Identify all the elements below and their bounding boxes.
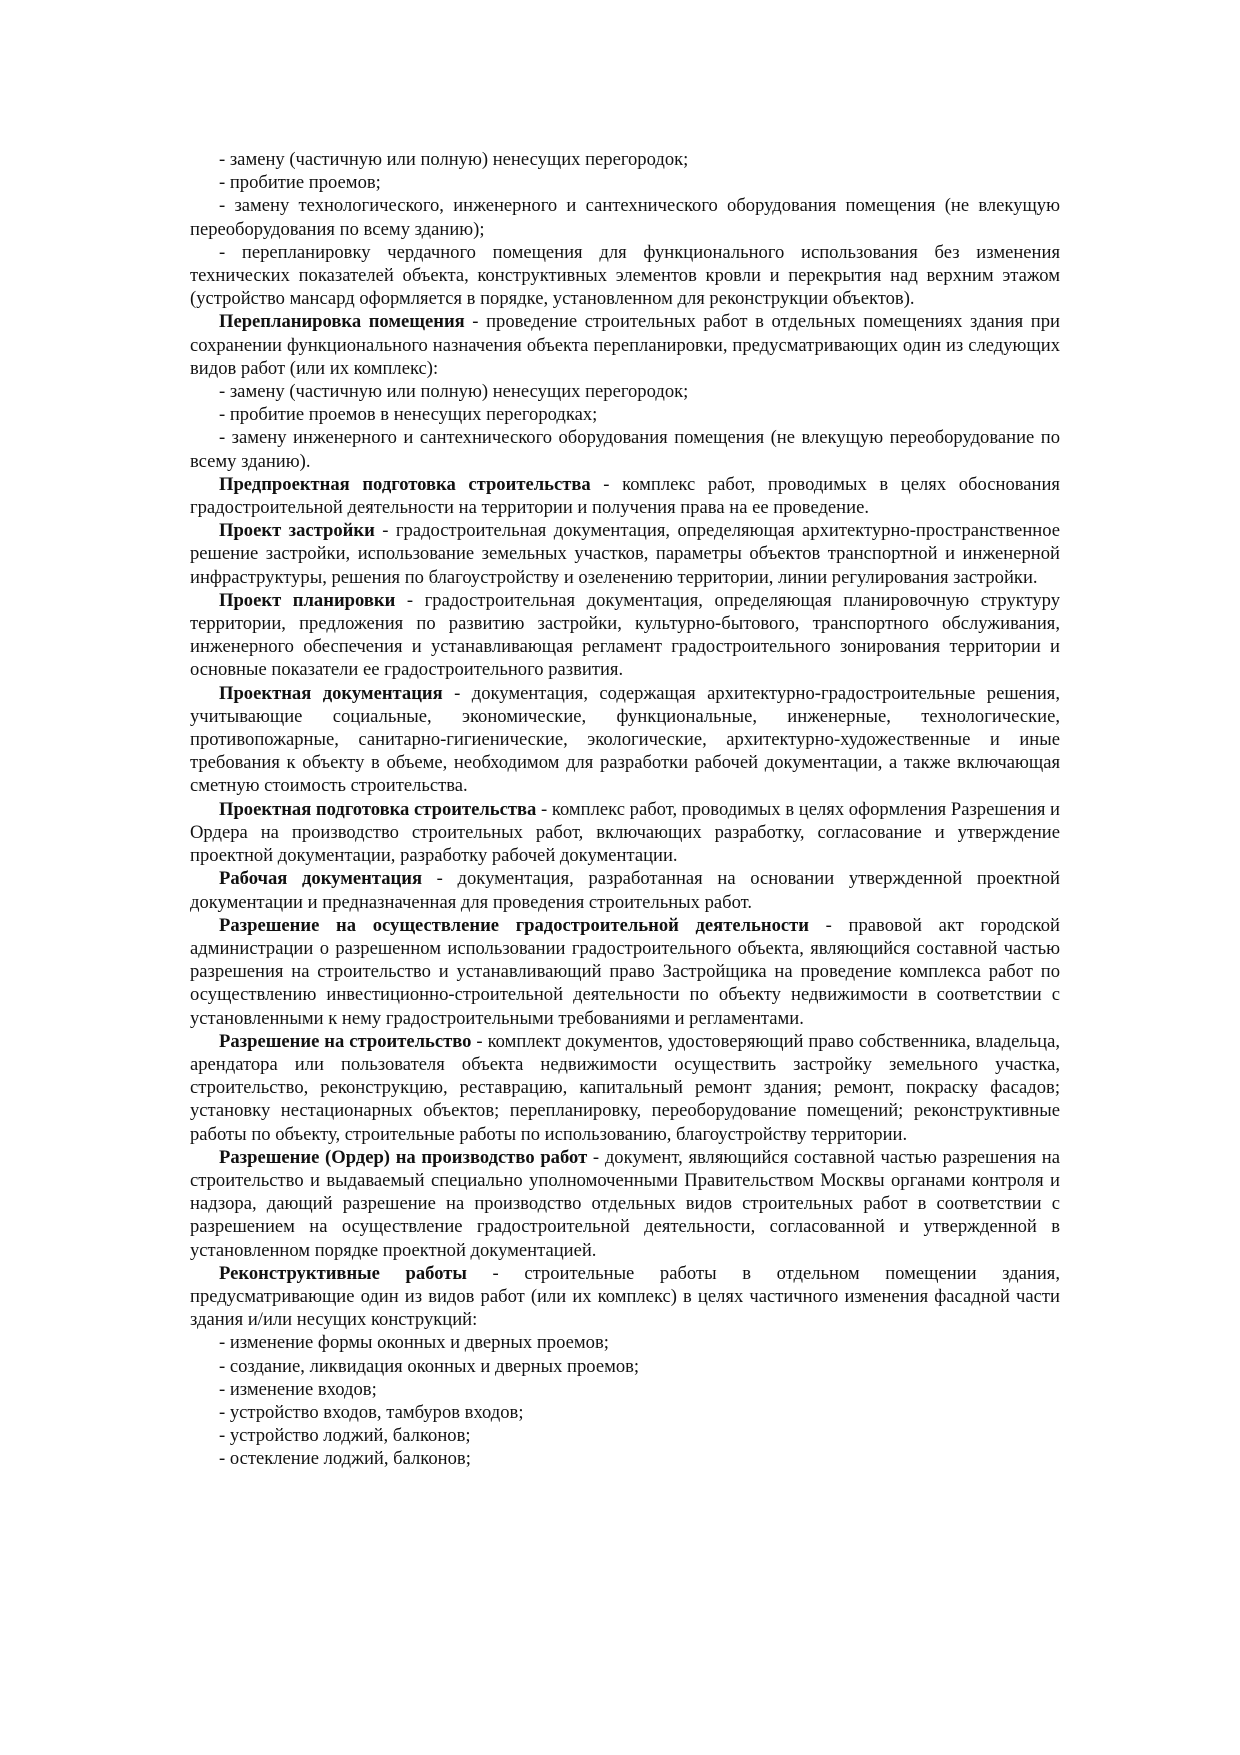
list-item <box>190 1447 1060 1470</box>
definition-paragraph <box>190 798 1060 868</box>
list-item <box>190 1378 1060 1401</box>
list-item <box>190 1331 1060 1354</box>
definition-paragraph <box>190 1030 1060 1146</box>
definition-text: - градостроительная документация, определяющая архитектурно-пространственное решение застройки, использование земельных участков, параметры объектов транспортной и инженерной инфраструктуры, решения по благоустройству и озеленению территории, линии регулирования застройки. <box>190 520 1060 588</box>
definition-paragraph <box>190 589 1060 682</box>
term: Предпроектная подготовка строительства <box>219 473 591 495</box>
term: Проект застройки <box>219 520 375 542</box>
definition-text: - замену (частичную или полную) ненесущих перегородок; <box>219 381 689 403</box>
definition-text: - градостроительная документация, определяющая планировочную структуру территории, предложения по развитию застройки, культурно-бытового, транспортного обслуживания, инженерного обеспечения и устанавливающая регламент градостроительного зонирования территории и основные показатели ее градостроительного развития. <box>190 589 1060 681</box>
list-item <box>190 194 1060 240</box>
definition-paragraph <box>190 1146 1060 1262</box>
definition-text: - комплект документов, удостоверяющий право собственника, владельца, арендатора или пользователя объекта недвижимости осуществить застройку земельного участка, строительство, реконструкцию, реставрацию, капитальный ремонт здания; ремонт, покраску фасадов; установку нестационарных объектов; перепланировку, переоборудование помещений; реконструктивные работы по объекту, строительные работы по использованию, благоустройству территории. <box>190 1030 1060 1145</box>
term: Разрешение (Ордер) на производство работ <box>219 1146 588 1168</box>
term: Рабочая документация <box>219 868 423 890</box>
definition-paragraph <box>190 867 1060 913</box>
definition-text: - комплекс работ, проводимых в целях оформления Разрешения и Ордера на производство строительных работ, включающих разработку, согласование и утверждение проектной документации, разработку рабочей документации. <box>190 798 1060 867</box>
list-item <box>190 380 1060 403</box>
definition-text: - правовой акт городской администрации о разрешенном использовании градостроительного объекта, являющийся составной частью разрешения на строительство и устанавливающий право Застройщика на проведение комплекса работ по осуществлению инвестиционно-строительной деятельности по объекту недвижимости в соответствии с установленными к нему градостроительными требованиями и регламентами. <box>190 914 1060 1029</box>
term: Проектная документация <box>219 682 443 704</box>
definition-text: - замену (частичную или полную) ненесущих перегородок; <box>219 149 689 170</box>
definition-text: - пробитие проемов в ненесущих перегородках; <box>219 404 598 426</box>
term: Перепланировка помещения <box>219 311 465 333</box>
definition-text: - замену технологического, инженерного и сантехнического оборудования помещения (не влекущую переоборудования по всему зданию); <box>190 195 1060 240</box>
list-item <box>190 1401 1060 1424</box>
definition-text: - проведение строительных работ в отдельных помещениях здания при сохранении функционального назначения объекта перепланировки, предусматривающих один из следующих видов работ (или их комплекс): <box>190 311 1060 379</box>
definition-text: - изменение формы оконных и дверных проемов; <box>219 1332 609 1354</box>
definition-text: - документация, содержащая архитектурно-градостроительные решения, учитывающие социальные, экономические, функциональные, инженерные, технологические, противопожарные, санитарно-гигиенические, экологические, архитектурно-художественные и иные требования к объекту в объеме, необходимом для разработки рабочей документации, а также включающая сметную стоимость строительства. <box>190 682 1060 797</box>
list-item <box>190 241 1060 311</box>
definition-text: - изменение входов; <box>219 1378 377 1400</box>
term: Разрешение на строительство <box>219 1030 472 1052</box>
definition-text: - комплекс работ, проводимых в целях обоснования градостроительной деятельности на территории и получения права на ее проведение. <box>190 473 1060 519</box>
definition-paragraph <box>190 519 1060 589</box>
definition-text: - перепланировку чердачного помещения для функционального использования без изменения технических показателей объекта, конструктивных элементов кровли и перекрытия над верхним этажом (устройство мансард оформляется в порядке, установленном для реконструкции объектов). <box>190 241 1060 310</box>
list-item <box>190 171 1060 194</box>
definition-paragraph <box>190 310 1060 380</box>
definition-paragraph <box>190 682 1060 798</box>
definition-text: - строительные работы в отдельном помещении здания, предусматривающие один из видов работ (или их комплекс) в целях частичного изменения фасадной части здания и/или несущих конструкций: <box>190 1262 1060 1331</box>
definition-text: - замену инженерного и сантехнического оборудования помещения (не влекущую переоборудование по всему зданию). <box>190 427 1060 472</box>
definition-text: - документация, разработанная на основании утвержденной проектной документации и предназначенная для проведения строительных работ. <box>190 868 1060 913</box>
definition-text: - устройство лоджий, балконов; <box>219 1425 471 1447</box>
term: Проект планировки <box>219 589 396 611</box>
definition-text: - создание, ликвидация оконных и дверных проемов; <box>219 1355 640 1377</box>
definition-text: - остекление лоджий, балконов; <box>219 1448 471 1470</box>
definition-paragraph <box>190 1262 1060 1332</box>
definition-paragraph <box>190 473 1060 519</box>
list-item <box>190 1424 1060 1447</box>
term: Проектная подготовка строительства <box>219 798 537 820</box>
definition-text: - документ, являющийся составной частью разрешения на строительство и выдаваемый специально уполномоченными Правительством Москвы органами контроля и надзора, дающий разрешение на производство отдельных видов строительных работ в соответствии с разрешением на осуществление градостроительной деятельности, согласованной и утвержденной в установленном порядке проектной документацией. <box>190 1146 1060 1261</box>
list-item <box>190 1355 1060 1378</box>
document-page <box>190 148 1060 1471</box>
definition-text: - пробитие проемов; <box>219 172 381 194</box>
term: Реконструктивные работы <box>219 1262 467 1284</box>
list-item <box>190 426 1060 472</box>
list-item <box>190 148 1060 171</box>
term: Разрешение на осуществление градостроительной деятельности <box>219 914 809 936</box>
list-item <box>190 403 1060 426</box>
definition-paragraph <box>190 914 1060 1030</box>
definition-text: - устройство входов, тамбуров входов; <box>219 1401 524 1423</box>
